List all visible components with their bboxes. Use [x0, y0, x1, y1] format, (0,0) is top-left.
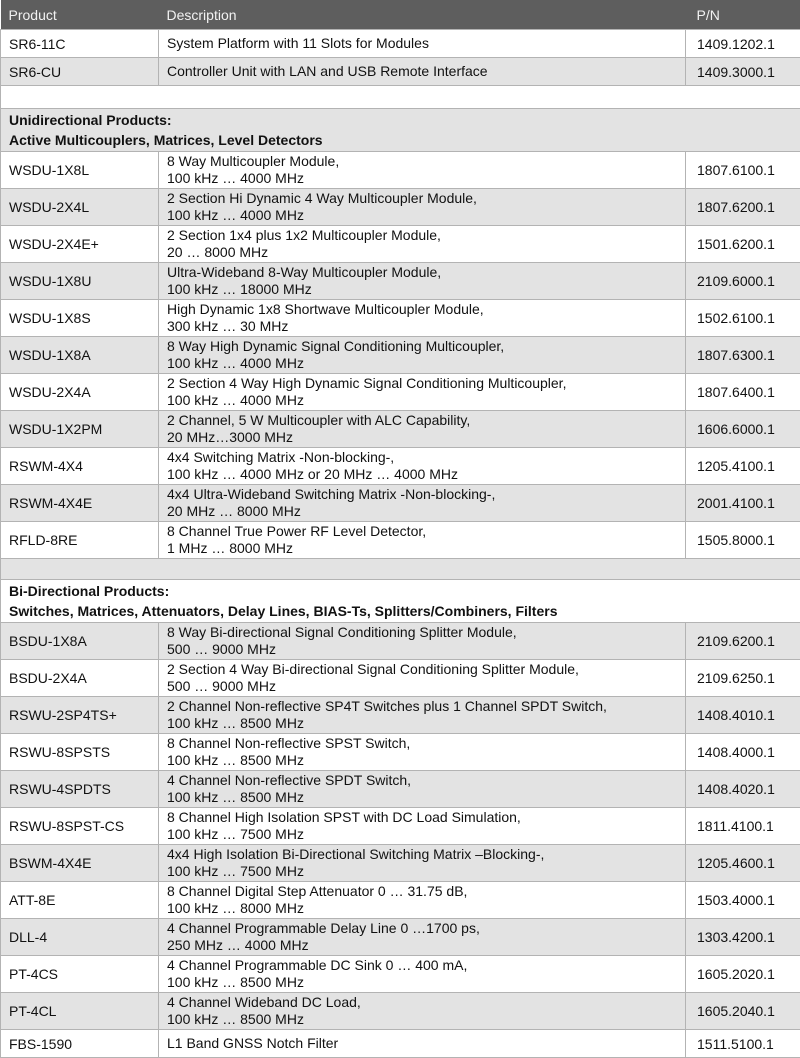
description-line: 100 kHz … 8500 MHz: [167, 752, 685, 769]
description-line: Controller Unit with LAN and USB Remote Interface: [167, 63, 685, 80]
description-line: 2 Section 4 Way Bi-directional Signal Conditioning Splitter Module,: [167, 661, 685, 678]
description-line: 8 Channel True Power RF Level Detector,: [167, 523, 685, 540]
product-cell: RFLD-8RE: [1, 522, 159, 559]
product-cell: FBS-1590: [1, 1030, 159, 1058]
description-cell: [159, 374, 686, 411]
description-cell: [159, 58, 686, 86]
pn-cell: 1408.4010.1: [686, 697, 800, 734]
pn-cell: 1807.6200.1: [686, 189, 800, 226]
description-cell: [159, 882, 686, 919]
description-line: 100 kHz … 8500 MHz: [167, 974, 685, 991]
product-cell: WSDU-1X2PM: [1, 411, 159, 448]
description-cell: [159, 808, 686, 845]
description-line: L1 Band GNSS Notch Filter: [167, 1035, 685, 1052]
section-header-cell: [1, 109, 800, 152]
table-row: [1, 263, 800, 300]
description-line: 500 … 9000 MHz: [167, 641, 685, 658]
pn-cell: 1502.6100.1: [686, 300, 800, 337]
table-row: [1, 522, 800, 559]
description-line: 8 Channel High Isolation SPST with DC Load Simulation,: [167, 809, 685, 826]
product-cell: DLL-4: [1, 919, 159, 956]
description-line: 20 MHz … 8000 MHz: [167, 503, 685, 520]
description-line: 100 kHz … 8500 MHz: [167, 715, 685, 732]
table-row: [1, 623, 800, 660]
section-header-row: [1, 580, 800, 623]
description-line: 100 kHz … 4000 MHz: [167, 392, 685, 409]
description-cell: [159, 956, 686, 993]
table-row: [1, 993, 800, 1030]
product-cell: RSWU-8SPST-CS: [1, 808, 159, 845]
table-row: [1, 58, 800, 86]
section-header-line: Switches, Matrices, Attenuators, Delay Lines, BIAS-Ts, Splitters/Combiners, Filters: [9, 601, 800, 621]
section-header-line: Unidirectional Products:: [9, 110, 800, 130]
description-line: 4x4 Switching Matrix -Non-blocking-,: [167, 449, 685, 466]
product-cell: SR6-CU: [1, 58, 159, 86]
spacer-cell: [1, 86, 800, 109]
pn-cell: 1409.1202.1: [686, 30, 800, 58]
description-line: 100 kHz … 8500 MHz: [167, 789, 685, 806]
pn-cell: 1409.3000.1: [686, 58, 800, 86]
table-row: [1, 226, 800, 263]
description-line: 100 kHz … 8500 MHz: [167, 1011, 685, 1028]
pn-cell: 1511.5100.1: [686, 1030, 800, 1058]
product-cell: RSWM-4X4E: [1, 485, 159, 522]
section-header-row: [1, 109, 800, 152]
description-line: 4x4 High Isolation Bi-Directional Switching Matrix –Blocking-,: [167, 846, 685, 863]
pn-cell: 2109.6000.1: [686, 263, 800, 300]
description-line: 500 … 9000 MHz: [167, 678, 685, 695]
description-line: 2 Section 4 Way High Dynamic Signal Conditioning Multicoupler,: [167, 375, 685, 392]
description-line: Ultra-Wideband 8-Way Multicoupler Module,: [167, 264, 685, 281]
section-header-line: Bi-Directional Products:: [9, 581, 800, 601]
product-cell: WSDU-1X8U: [1, 263, 159, 300]
description-line: 4 Channel Programmable DC Sink 0 … 400 mA,: [167, 957, 685, 974]
product-cell: PT-4CS: [1, 956, 159, 993]
pn-cell: 2001.4100.1: [686, 485, 800, 522]
description-line: 4 Channel Wideband DC Load,: [167, 994, 685, 1011]
pn-cell: 1501.6200.1: [686, 226, 800, 263]
description-cell: [159, 1030, 686, 1058]
description-cell: [159, 919, 686, 956]
product-cell: ATT-8E: [1, 882, 159, 919]
pn-cell: 1303.4200.1: [686, 919, 800, 956]
section-header-cell: [1, 580, 800, 623]
description-line: 4 Channel Programmable Delay Line 0 …1700 ps,: [167, 920, 685, 937]
description-line: 8 Channel Digital Step Attenuator 0 … 31.75 dB,: [167, 883, 685, 900]
table-header: [1, 0, 800, 30]
description-cell: [159, 263, 686, 300]
product-cell: RSWU-4SPDTS: [1, 771, 159, 808]
description-line: 2 Channel, 5 W Multicoupler with ALC Capability,: [167, 412, 685, 429]
table-row: [1, 485, 800, 522]
description-cell: [159, 734, 686, 771]
product-cell: WSDU-2X4E+: [1, 226, 159, 263]
description-line: 100 kHz … 4000 MHz: [167, 207, 685, 224]
description-line: 2 Section Hi Dynamic 4 Way Multicoupler Module,: [167, 190, 685, 207]
pn-cell: 1606.6000.1: [686, 411, 800, 448]
table-row: [1, 1030, 800, 1058]
product-cell: PT-4CL: [1, 993, 159, 1030]
description-line: 20 … 8000 MHz: [167, 244, 685, 261]
description-line: 8 Way Multicoupler Module,: [167, 153, 685, 170]
description-line: 2 Channel Non-reflective SP4T Switches plus 1 Channel SPDT Switch,: [167, 698, 685, 715]
description-cell: [159, 623, 686, 660]
table-row: [1, 337, 800, 374]
product-cell: WSDU-2X4A: [1, 374, 159, 411]
column-header-description: Description: [159, 0, 686, 30]
table-row: [1, 300, 800, 337]
table-row: [1, 956, 800, 993]
product-cell: WSDU-1X8L: [1, 152, 159, 189]
description-line: 8 Way High Dynamic Signal Conditioning Multicoupler,: [167, 338, 685, 355]
description-cell: [159, 771, 686, 808]
description-line: 100 kHz … 7500 MHz: [167, 863, 685, 880]
description-cell: [159, 522, 686, 559]
pn-cell: 1807.6400.1: [686, 374, 800, 411]
table-row: [1, 374, 800, 411]
column-header-pn: P/N: [686, 0, 800, 30]
product-cell: BSWM-4X4E: [1, 845, 159, 882]
table-row: [1, 697, 800, 734]
description-line: 20 MHz…3000 MHz: [167, 429, 685, 446]
product-cell: WSDU-2X4L: [1, 189, 159, 226]
product-cell: RSWM-4X4: [1, 448, 159, 485]
description-line: 100 kHz … 7500 MHz: [167, 826, 685, 843]
table-row: [1, 845, 800, 882]
table-header-row: [1, 0, 800, 30]
pn-cell: 1408.4020.1: [686, 771, 800, 808]
pn-cell: 2109.6200.1: [686, 623, 800, 660]
description-line: 100 kHz … 4000 MHz: [167, 170, 685, 187]
description-line: 2 Section 1x4 plus 1x2 Multicoupler Module,: [167, 227, 685, 244]
column-header-product: Product: [1, 0, 159, 30]
pn-cell: 2109.6250.1: [686, 660, 800, 697]
description-line: High Dynamic 1x8 Shortwave Multicoupler Module,: [167, 301, 685, 318]
section-header-line: Active Multicouplers, Matrices, Level Detectors: [9, 130, 800, 150]
pn-cell: 1505.8000.1: [686, 522, 800, 559]
description-cell: [159, 152, 686, 189]
description-line: 4x4 Ultra-Wideband Switching Matrix -Non-blocking-,: [167, 486, 685, 503]
product-cell: WSDU-1X8S: [1, 300, 159, 337]
spacer-row: [1, 559, 800, 580]
pn-cell: 1807.6300.1: [686, 337, 800, 374]
description-line: System Platform with 11 Slots for Modules: [167, 35, 685, 52]
pn-cell: 1605.2040.1: [686, 993, 800, 1030]
description-line: 100 kHz … 4000 MHz: [167, 355, 685, 372]
description-cell: [159, 189, 686, 226]
description-line: 8 Way Bi-directional Signal Conditioning Splitter Module,: [167, 624, 685, 641]
table-row: [1, 30, 800, 58]
product-cell: BSDU-1X8A: [1, 623, 159, 660]
table-row: [1, 771, 800, 808]
pn-cell: 1811.4100.1: [686, 808, 800, 845]
description-line: 250 MHz … 4000 MHz: [167, 937, 685, 954]
description-cell: [159, 845, 686, 882]
description-cell: [159, 226, 686, 263]
spacer-cell: [1, 559, 800, 580]
description-line: 8 Channel Non-reflective SPST Switch,: [167, 735, 685, 752]
spacer-row: [1, 86, 800, 109]
description-line: 300 kHz … 30 MHz: [167, 318, 685, 335]
description-cell: [159, 411, 686, 448]
pn-cell: 1807.6100.1: [686, 152, 800, 189]
table-row: [1, 919, 800, 956]
table-row: [1, 448, 800, 485]
description-line: 100 kHz … 18000 MHz: [167, 281, 685, 298]
description-line: 100 kHz … 4000 MHz or 20 MHz … 4000 MHz: [167, 466, 685, 483]
table-row: [1, 808, 800, 845]
table-row: [1, 882, 800, 919]
product-cell: RSWU-2SP4TS+: [1, 697, 159, 734]
product-table-body: [1, 30, 800, 1058]
product-cell: BSDU-2X4A: [1, 660, 159, 697]
product-cell: SR6-11C: [1, 30, 159, 58]
pn-cell: 1205.4100.1: [686, 448, 800, 485]
table-row: [1, 189, 800, 226]
pn-cell: 1408.4000.1: [686, 734, 800, 771]
product-cell: WSDU-1X8A: [1, 337, 159, 374]
table-row: [1, 152, 800, 189]
description-line: 1 MHz … 8000 MHz: [167, 540, 685, 557]
pn-cell: 1205.4600.1: [686, 845, 800, 882]
description-cell: [159, 697, 686, 734]
description-cell: [159, 485, 686, 522]
table-row: [1, 660, 800, 697]
description-line: 100 kHz … 8000 MHz: [167, 900, 685, 917]
description-cell: [159, 993, 686, 1030]
description-cell: [159, 337, 686, 374]
description-cell: [159, 300, 686, 337]
pn-cell: 1503.4000.1: [686, 882, 800, 919]
description-cell: [159, 30, 686, 58]
pn-cell: 1605.2020.1: [686, 956, 800, 993]
table-row: [1, 411, 800, 448]
table-row: [1, 734, 800, 771]
description-line: 4 Channel Non-reflective SPDT Switch,: [167, 772, 685, 789]
description-cell: [159, 448, 686, 485]
product-cell: RSWU-8SPSTS: [1, 734, 159, 771]
description-cell: [159, 660, 686, 697]
